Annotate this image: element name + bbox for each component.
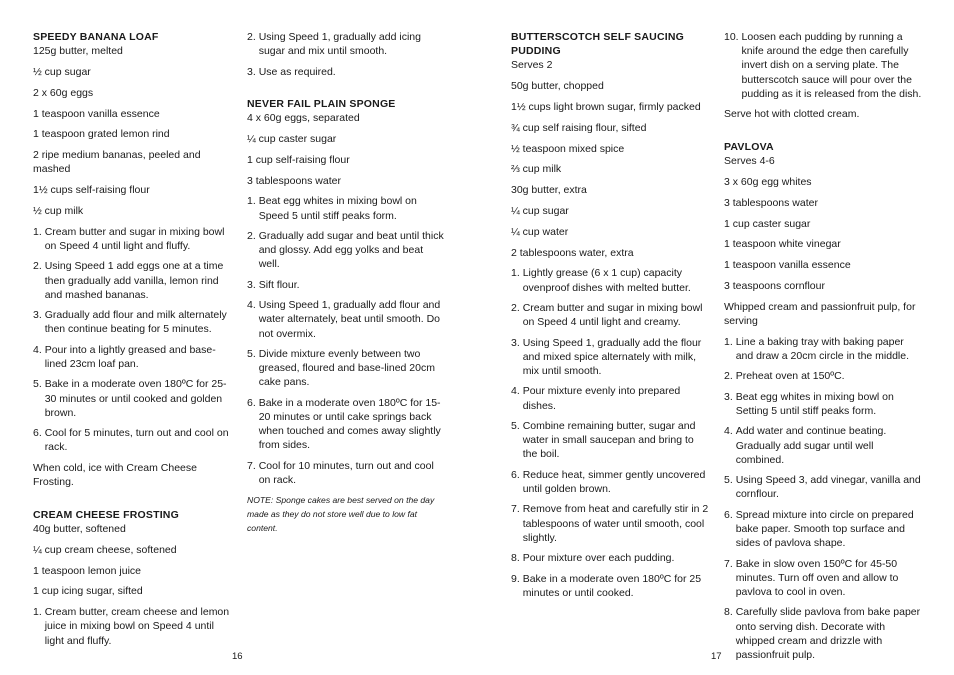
serving-note: Serve hot with clotted cream. — [724, 108, 860, 121]
ingredient-line: 1 teaspoon lemon juice — [33, 564, 141, 577]
step-text: Add water and continue beating. Gradually add sugar until well combined. — [735, 425, 887, 466]
ingredient-line: 1 teaspoon white vinegar — [724, 238, 841, 251]
ingredient-line: 1 cup icing sugar, sifted — [33, 585, 143, 598]
step-number: 2. — [247, 229, 259, 242]
method-step — [724, 605, 924, 662]
method-step — [33, 308, 233, 336]
step-text: Using Speed 1, gradually add icing sugar and mix until smooth. — [258, 31, 421, 58]
step-text: Combine remaining butter, sugar and water in small saucepan and bring to the boil. — [522, 419, 696, 461]
method-step — [247, 65, 445, 79]
section-spacer — [247, 85, 445, 97]
step-number: 4. — [724, 425, 736, 438]
recipe-title: NEVER FAIL PLAIN SPONGE — [247, 97, 396, 110]
method-step — [33, 605, 233, 648]
method-step — [33, 377, 233, 420]
ingredient-line: 3 tablespoons water — [247, 174, 341, 187]
step-number: 7. — [247, 459, 259, 472]
ingredient-line: Whipped cream and passionfruit pulp, for serving — [724, 300, 916, 327]
ingredient-line: 3 x 60g egg whites — [724, 176, 812, 188]
step-text: Bake in slow oven 150ºC for 45-50 minutes. Turn off oven and allow to pavlova to cool in oven. — [735, 557, 899, 598]
step-number: 7. — [724, 557, 736, 570]
page-16-right-column — [247, 30, 445, 535]
step-text: Cool for 10 minutes, turn out and cool on rack. — [258, 459, 434, 486]
step-number: 1. — [33, 606, 45, 619]
method-step — [247, 298, 445, 341]
ingredient-line: 3 teaspoons cornflour — [724, 279, 825, 292]
step-text: Reduce heat, simmer gently uncovered until golden brown. — [522, 468, 706, 495]
method-step — [33, 343, 233, 371]
step-text: Bake in a moderate oven 180ºC for 25 minutes or until cooked. — [522, 572, 702, 599]
serving-note: When cold, ice with Cream Cheese Frosting. — [33, 461, 197, 488]
method-step — [511, 502, 711, 545]
step-number: 5. — [511, 419, 523, 432]
step-text: Loosen each pudding by running a knife around the edge then carefully invert dish on a serving plate. The butterscotch sauce will pour over the pudding as it is released from the dish. — [741, 31, 922, 100]
method-step — [724, 369, 924, 383]
method-step — [33, 426, 233, 454]
ingredient-line: 1 cup caster sugar — [724, 217, 811, 230]
ingredient-line: ½ cup milk — [33, 204, 84, 217]
method-step — [511, 468, 711, 496]
method-step — [511, 301, 711, 329]
step-number: 6. — [33, 427, 45, 440]
ingredient-line: 2 x 60g eggs — [33, 86, 94, 99]
step-number: 10. — [724, 31, 742, 43]
page-number-16: 16 — [232, 651, 243, 662]
method-step — [247, 229, 445, 272]
method-step — [511, 419, 711, 462]
method-step — [33, 259, 233, 302]
ingredient-line: 1 teaspoon vanilla essence — [724, 259, 851, 272]
method-step — [247, 459, 445, 487]
recipe-title: PAVLOVA — [724, 141, 774, 153]
step-text: Divide mixture evenly between two greased, floured and base-lined 20cm cake pans. — [258, 347, 435, 389]
ingredient-line: Serves 4-6 — [724, 155, 775, 168]
step-text: Line a baking tray with baking paper and draw a 20cm circle in the middle. — [735, 335, 910, 362]
step-text: Beat egg whites in mixing bowl on Setting 5 until stiff peaks form. — [735, 390, 894, 417]
ingredient-line: ¼ cup sugar — [511, 204, 569, 217]
step-number: 7. — [511, 503, 523, 516]
step-text: Cool for 5 minutes, turn out and cool on rack. — [44, 427, 229, 454]
section-spacer — [724, 128, 924, 140]
method-step — [247, 396, 445, 453]
method-step — [511, 336, 711, 379]
ingredient-line: 2 ripe medium bananas, peeled and mashed — [33, 149, 201, 176]
ingredient-line: ¼ cup water — [511, 225, 569, 238]
ingredient-line: ⅔ cup milk — [511, 163, 562, 176]
step-text: Using Speed 1, gradually add flour and water alternately, beat until smooth. Do not overmix. — [258, 299, 441, 340]
step-text: Spread mixture into circle on prepared bake paper. Smooth top surface and sides of pavlova shape. — [735, 508, 914, 550]
step-number: 2. — [724, 370, 736, 383]
ingredient-line: 125g butter, melted — [33, 45, 123, 58]
method-step — [247, 278, 445, 292]
ingredient-line: ¼ cup caster sugar — [247, 132, 337, 145]
step-number: 2. — [511, 301, 523, 314]
step-number: 5. — [247, 347, 259, 360]
step-text: Lightly grease (6 x 1 cup) capacity ovenproof dishes with melted butter. — [522, 267, 691, 294]
step-number: 4. — [511, 385, 523, 398]
method-step — [724, 473, 924, 501]
ingredient-line: ¾ cup self raising flour, sifted — [511, 121, 647, 134]
step-number: 2. — [33, 260, 45, 273]
page-17-right-column — [724, 30, 924, 668]
method-step — [724, 508, 924, 551]
step-number: 3. — [247, 278, 259, 291]
step-text: Cream butter and sugar in mixing bowl on Speed 4 until light and creamy. — [522, 301, 703, 329]
ingredient-line: 1½ cups light brown sugar, firmly packed — [511, 101, 701, 113]
method-step — [247, 194, 445, 222]
method-step — [511, 551, 711, 565]
ingredient-line: 50g butter, chopped — [511, 80, 604, 93]
step-text: Sift flour. — [258, 278, 300, 291]
recipe-title: BUTTERSCOTCH SELF SAUCING PUDDING — [511, 31, 684, 58]
section-spacer — [33, 496, 233, 508]
step-text: Using Speed 1 add eggs one at a time then gradually add vanilla, lemon rind and mashed bananas. — [44, 260, 224, 301]
step-text: Using Speed 1, gradually add the flour and mixed spice alternately with milk, mix until smooth. — [522, 336, 702, 377]
step-text: Pour into a lightly greased and base-lined 23cm loaf pan. — [44, 343, 216, 370]
recipe-title: CREAM CHEESE FROSTING — [33, 508, 179, 521]
method-step — [724, 335, 924, 363]
step-text: Bake in a moderate oven 180ºC for 15-20 minutes or until cake springs back when touched and comes away slightly from sides. — [258, 396, 441, 452]
ingredient-line: 3 tablespoons water — [724, 196, 818, 209]
step-number: 1. — [511, 267, 523, 280]
ingredient-line: ¼ cup cream cheese, softened — [33, 543, 177, 556]
method-step — [724, 390, 924, 418]
method-step — [247, 347, 445, 390]
ingredient-line: 40g butter, softened — [33, 522, 126, 535]
step-text: Pour mixture over each pudding. — [522, 552, 675, 565]
page-17-left-column — [511, 30, 711, 606]
step-text: Cream butter, cream cheese and lemon juice in mixing bowl on Speed 4 until light and fluffy. — [44, 606, 230, 647]
method-step — [724, 424, 924, 467]
ingredient-line: 4 x 60g eggs, separated — [247, 112, 360, 125]
step-text: Bake in a moderate oven 180ºC for 25-30 minutes or until cooked and golden brown. — [44, 378, 227, 419]
method-step — [511, 384, 711, 412]
step-number: 5. — [724, 474, 736, 487]
step-text: Preheat oven at 150ºC. — [735, 370, 845, 383]
step-number: 3. — [33, 309, 45, 322]
step-number: 8. — [724, 606, 736, 619]
step-number: 3. — [247, 65, 259, 78]
method-step — [33, 225, 233, 253]
step-number: 1. — [247, 195, 259, 208]
step-text: Using Speed 3, add vinegar, vanilla and cornflour. — [735, 474, 921, 501]
ingredient-line: ½ teaspoon mixed spice — [511, 142, 625, 155]
step-number: 5. — [33, 378, 45, 391]
ingredient-line: 1½ cups self-raising flour — [33, 184, 150, 197]
recipe-title: SPEEDY BANANA LOAF — [33, 31, 159, 43]
ingredient-line: ½ cup sugar — [33, 66, 91, 78]
step-number: 1. — [724, 335, 736, 348]
ingredient-line: 1 teaspoon grated lemon rind — [33, 128, 170, 141]
method-step — [724, 30, 924, 101]
step-text: Pour mixture evenly into prepared dishes. — [522, 385, 681, 412]
method-step — [247, 30, 445, 58]
step-number: 3. — [511, 336, 523, 349]
ingredient-line: 2 tablespoons water, extra — [511, 246, 634, 259]
step-text: Remove from heat and carefully stir in 2 tablespoons of water until smooth, cool slightly. — [522, 503, 709, 544]
ingredient-line: 1 teaspoon vanilla essence — [33, 107, 160, 120]
step-number: 1. — [33, 225, 45, 238]
step-number: 3. — [724, 390, 736, 403]
step-text: Gradually add flour and milk alternately then continue beating for 5 minutes. — [44, 309, 227, 336]
step-text: Beat egg whites in mixing bowl on Speed 5 until stiff peaks form. — [258, 195, 417, 222]
method-step — [724, 557, 924, 600]
step-text: Cream butter and sugar in mixing bowl on Speed 4 until light and fluffy. — [44, 225, 225, 252]
ingredient-line: 1 cup self-raising flour — [247, 153, 350, 166]
method-step — [511, 572, 711, 600]
step-text: Gradually add sugar and beat until thick and glossy. Add egg yolks and beat well. — [258, 229, 444, 271]
step-number: 4. — [33, 343, 45, 356]
method-step — [511, 266, 711, 294]
step-number: 2. — [247, 31, 259, 43]
step-text: Use as required. — [258, 65, 336, 78]
page-number-17: 17 — [711, 651, 722, 662]
step-number: 6. — [724, 508, 736, 521]
step-number: 6. — [511, 468, 523, 481]
step-number: 4. — [247, 299, 259, 312]
ingredient-line: 30g butter, extra — [511, 184, 587, 197]
page-16-left-column — [33, 30, 233, 654]
step-text: Carefully slide pavlova from bake paper onto serving dish. Decorate with whipped cream and drizzle with passionfruit pulp. — [735, 606, 921, 661]
step-number: 8. — [511, 552, 523, 565]
ingredient-line: Serves 2 — [511, 59, 553, 72]
step-number: 6. — [247, 396, 259, 409]
step-number: 9. — [511, 572, 523, 585]
footnote: NOTE: Sponge cakes are best served on the day made as they do not store well due to low fat content. — [247, 495, 435, 534]
